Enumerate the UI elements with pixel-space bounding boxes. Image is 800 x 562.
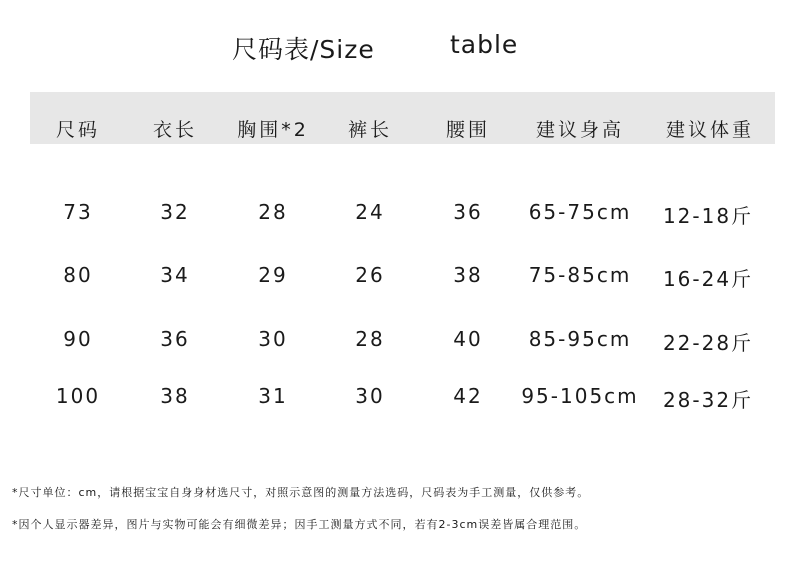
cell-waist: 36: [453, 200, 483, 224]
chart-title: [0, 30, 800, 70]
cell-pants-length: 24: [355, 200, 385, 224]
cell-length: 36: [160, 327, 190, 351]
cell-weight: 22-28斤: [662, 331, 754, 355]
cell-height: 85-95cm: [528, 327, 632, 351]
header-waist: 腰围: [445, 119, 490, 141]
cell-waist: 38: [453, 263, 483, 287]
cell-waist: 40: [453, 327, 483, 351]
header-chest: 胸围*2: [237, 119, 309, 141]
cell-height: 75-85cm: [528, 263, 632, 287]
cell-pants-length: 28: [355, 327, 385, 351]
cell-chest: 31: [258, 384, 288, 408]
cell-size: 80: [63, 263, 93, 287]
cell-waist: 42: [453, 384, 483, 408]
header-size: 尺码: [55, 119, 100, 141]
cell-pants-length: 26: [355, 263, 385, 287]
header-height: 建议身高: [535, 119, 624, 141]
cell-size: 100: [55, 384, 101, 408]
cell-pants-length: 30: [355, 384, 385, 408]
note-disclaimer: *因个人显示器差异，图片与实物可能会有细微差异；因手工测量方式不同，若有2-3cm误差皆属合理范围。: [12, 518, 587, 531]
title-main: 尺码表/Size: [232, 35, 375, 64]
cell-length: 34: [160, 263, 190, 287]
cell-length: 38: [160, 384, 190, 408]
cell-weight: 16-24斤: [662, 267, 754, 291]
table-row: [0, 263, 800, 293]
cell-weight: 12-18斤: [662, 204, 754, 228]
header-pants-length: 裤长: [347, 119, 392, 141]
cell-height: 65-75cm: [528, 200, 632, 224]
cell-size: 73: [63, 200, 93, 224]
cell-chest: 29: [258, 263, 288, 287]
cell-chest: 28: [258, 200, 288, 224]
cell-size: 90: [63, 327, 93, 351]
cell-height: 95-105cm: [521, 384, 639, 408]
table-row: [0, 384, 800, 414]
cell-chest: 30: [258, 327, 288, 351]
table-row: [0, 200, 800, 230]
note-units: *尺寸单位：cm，请根据宝宝自身身材选尺寸，对照示意图的测量方法选码，尺码表为手工测量，仅供参考。: [12, 486, 590, 499]
cell-weight: 28-32斤: [662, 388, 754, 412]
header-length: 衣长: [152, 119, 197, 141]
header-weight: 建议体重: [665, 119, 754, 141]
table-row: [0, 327, 800, 357]
title-sub: table: [450, 30, 519, 59]
cell-length: 32: [160, 200, 190, 224]
